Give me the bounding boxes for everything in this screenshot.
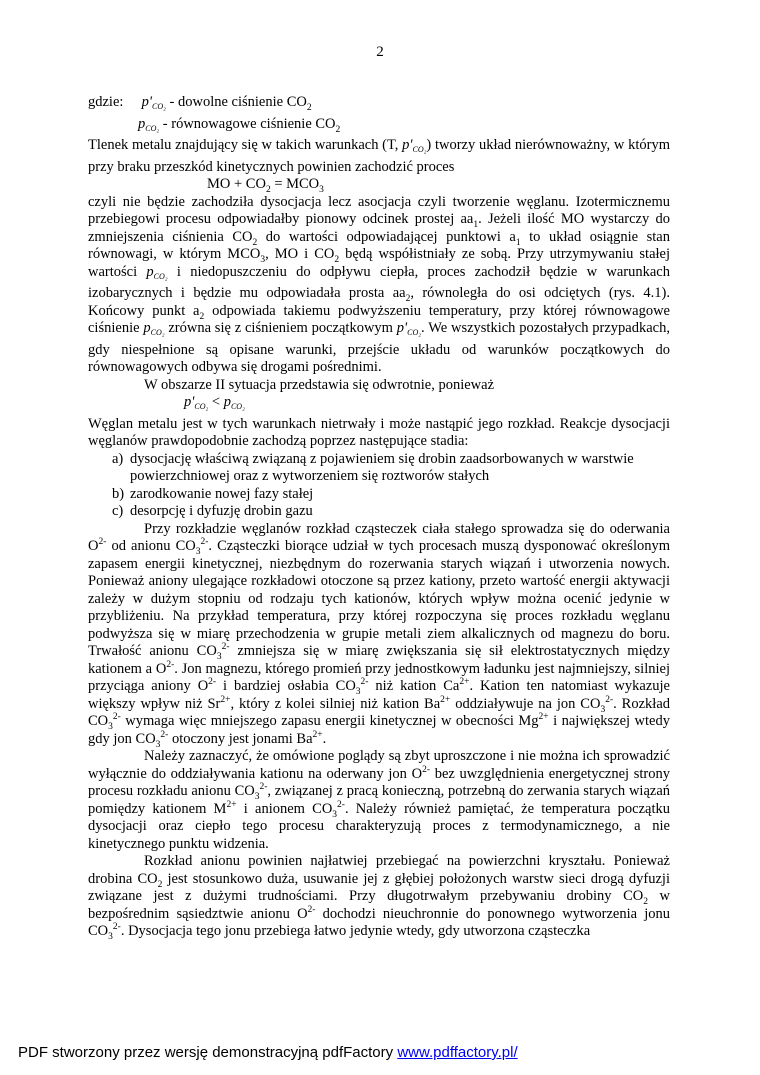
paragraph-tlenek: Tlenek metalu znajdujący się w takich warunkach (T, $p'_{CO_2}$) tworzy układ nierównoważny, w którym przy braku przeszkód kinetycznych powinien zachodzić proces <box>88 137 670 175</box>
definition-dowolne: gdzie: $p'_{CO_2}$ - dowolne ciśnienie $CO_2$ <box>88 94 312 113</box>
pdffactory-link[interactable]: www.pdffactory.pl/ <box>397 1044 518 1061</box>
list-item: c) desorpcję i dyfuzję drobin gazu <box>112 503 313 519</box>
paragraph-rozklad: Przy rozkładzie węglanów rozkład cząsteczek ciała stałego sprowadza się do oderwania $O^{2-}$ od anionu $CO_3^{2-}$. Cząsteczki biorące udział w tych procesach muszą dysponować określonym zapasem energii kinetycznej, niezbędnym do rozerwania starych wiązań i utworzenia nowych. Ponieważ aniony ulegające rozkładowi otoczone są przez kationy, przeto wartość energii aktywacji zależy w dużym stopniu od rodzaju tych kationów, których wpływ można ocenić jedynie w przybliżeniu. Na przykład temperatura, przy której rozpoczyna się proces rozkładu węglanu podwyższa się w miarę przechodzenia w grupie metali ziem alkalicznych od magnezu do boru. Trwałość anionu $CO_3^{2-}$ zmniejsza się w miarę zwiększania się sił elektrostatycznych między kationem a $O^{2-}$. Jon magnezu, którego promień przy jednostkowym ładunku jest najmniejszy, silniej przyciąga aniony $O^{2-}$ i bardziej osłabia $CO_3^{2-}$ niż kation $Ca^{2+}$. Kation ten natomiast wykazuje większy wpływ niż $Sr^{2+}$, który z kolei silniej niż kation $Ba^{2+}$ oddziaływuje na jon $CO_3^{2-}$. Rozkład $CO_3^{2-}$ wymaga więc mniejszego zapasu energii kinetycznej w obecności $Mg^{2+}$ i największej wtedy gdy jon $CO_3^{2-}$ otoczony jest jonami $Ba^{2+}$. <box>88 520 671 750</box>
stages-list <box>88 451 670 521</box>
page-number: 2 <box>376 44 384 60</box>
paragraph-obszar: W obszarze II sytuacja przedstawia się odwrotnie, ponieważ <box>144 376 495 393</box>
paragraph-anion: Rozkład anionu powinien najłatwiej przebiegać na powierzchni kryształu. Ponieważ drobina $CO_2$ jest stosunkowo duża, usuwanie jej z głębiej położonych warstw sieci drogą dyfuzji związane jest z dużymi trudnościami. Przy długotrwałym przebywaniu drobiny $CO_2$ w bezpośrednim sąsiedztwie anionu $O^{2-}$ dochodzi nieuchronnie do ponownego wytworzenia jonu $CO_3^{2-}$. Dysocjacja tego jonu przebiega łatwo jedynie wtedy, gdy utworzona cząsteczka <box>88 853 670 942</box>
equation-mo-co2: MO + $CO_2 = MCO_3$ <box>207 176 324 195</box>
paragraph-weglan: Węglan metalu jest w tych warunkach nietrwały i może nastąpić jego rozkład. Reakcje dysocjacji węglanów prawdopodobnie zachodzą poprzez następujące stadia: <box>88 415 670 449</box>
page-content <box>88 94 670 941</box>
footer-text: PDF stworzony przez wersję demonstracyjną pdfFactory <box>18 1044 398 1061</box>
definition-rownowagowe: $p_{CO_2}$ - równowagowe ciśnienie $CO_2$ <box>138 115 341 135</box>
list-item: b) zarodkowanie nowej fazy stałej <box>112 485 314 502</box>
paragraph-nalezy: Należy zaznaczyć, że omówione poglądy są zbyt uproszczone i nie można ich sprowadzić wyłącznie do oddziaływania kationu na oderwany jon $O^{2-}$ bez uwzględnienia energetycznej strony procesu rozkładu anionu $CO_3^{2-}$, związanej z pracą konieczną, potrzebną do zerwania starych wiązań pomiędzy kationem $M^{2+}$ i anionem $CO_3^{2-}$. Należy również pamiętać, że temperatura początku dysocjacji oraz ciepło tego procesu charakteryzują proces z termodynamicznego, a nie kinetycznego punktu widzenia. <box>88 748 671 852</box>
paragraph-czyli: czyli nie będzie zachodziła dysocjacja lecz asocjacja czyli tworzenie węglanu. Izotermicznemu przebiegowi procesu odpowiadałby pionowy odcinek prostej $aa_1$. Jeżeli ilość MO wystarczy do zmniejszenia ciśnienia $CO_2$ do wartości odpowiadającej punktowi $a_1$ to układ osiągnie stan równowagi, w którym $MCO_3$, MO i $CO_2$ będą współistniały ze sobą. Przy utrzymywaniu stałej wartości $p_{CO_2}$ i niedopuszczeniu do odpływu ciepła, proces zachodził będzie w warunkach izobarycznych i będzie mu odpowiadała prosta $aa_2$, równoległa do osi odciętych (rys. 4.1). Końcowy punkt $a_2$ odpowiada takiemu podwyższeniu temperatury, przy której równowagowe ciśnienie $p_{CO_2}$ zrówna się z ciśnieniem początkowym $p'_{CO_2}$. We wszystkich pozostałych przypadkach, gdy niespełnione są opisane warunki, przejście układu od warunków początkowych do równowagowych odbywa się drogami pośrednimi. <box>88 193 670 375</box>
inequality: $p'_{CO_2} < p_{CO_2}$ <box>184 394 245 411</box>
pdf-demo-footer <box>18 1044 518 1062</box>
list-item: a) dysocjację właściwą związaną z pojawieniem się drobin zaadsorbowanych w warstwie powierzchniowej oraz z wytworzeniem się roztworów stałych <box>112 450 634 484</box>
